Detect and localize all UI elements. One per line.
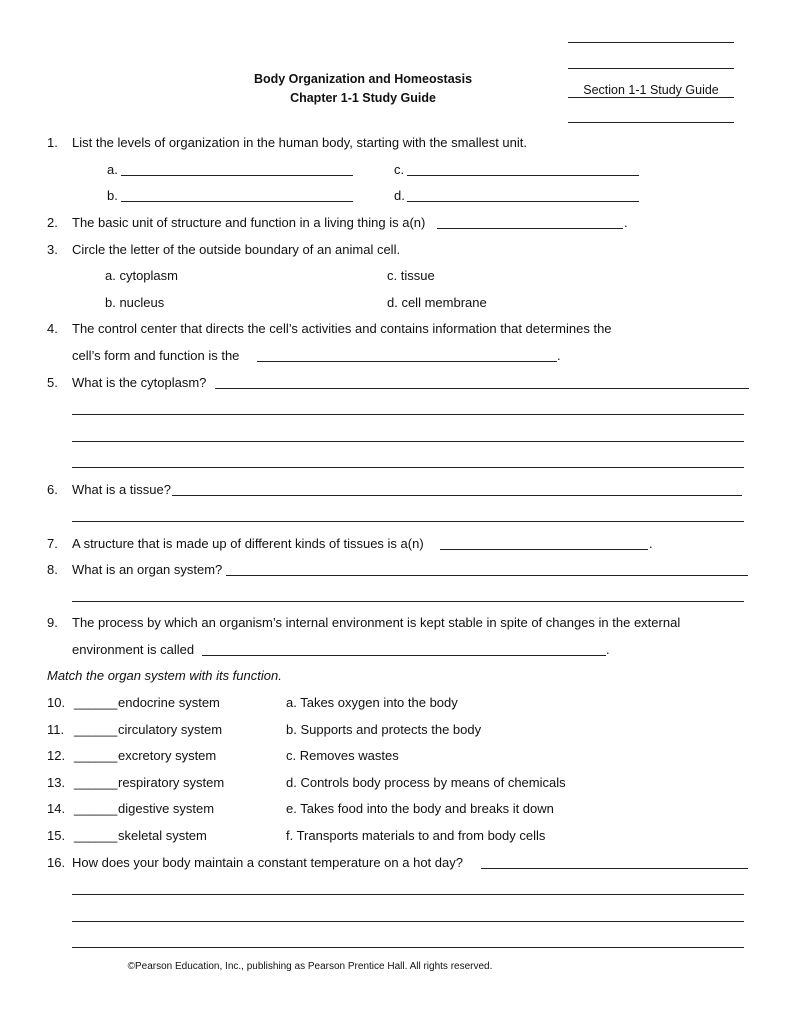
question-text: Circle the letter of the outside boundary of an animal cell.: [72, 242, 401, 257]
organ-function: f. Transports materials to and from body cells: [286, 827, 546, 843]
blank-label: d.: [394, 188, 405, 203]
answer-line[interactable]: [72, 441, 744, 442]
organ-system: skeletal system: [118, 827, 207, 843]
answer-line[interactable]: [481, 868, 748, 869]
period: .: [649, 536, 653, 551]
blank-label: b.: [107, 188, 118, 203]
answer-line[interactable]: [215, 388, 749, 389]
question-text: The basic unit of structure and function in a living thing is a(n): [72, 215, 426, 230]
question-number: 5.: [47, 375, 58, 390]
question-text: What is the cytoplasm?: [72, 375, 207, 390]
organ-function: c. Removes wastes: [286, 748, 399, 763]
question-text-cont: cell’s form and function is the: [72, 348, 240, 363]
answer-line[interactable]: [72, 414, 744, 415]
answer-line[interactable]: [172, 495, 742, 496]
question-number: 4.: [47, 321, 58, 336]
question-number: 6.: [47, 482, 58, 497]
question-number: 1.: [47, 135, 58, 150]
blank-label: c.: [394, 162, 405, 177]
option-c[interactable]: c. tissue: [387, 268, 435, 283]
organ-function: b. Supports and protects the body: [286, 721, 482, 737]
organ-system: circulatory system: [118, 721, 223, 737]
match-number: 12.: [47, 748, 66, 763]
answer-line[interactable]: [407, 201, 639, 202]
organ-system: digestive system: [118, 801, 215, 816]
question-text: How does your body maintain a constant temperature on a hot day?: [72, 855, 463, 870]
match-blank[interactable]: ______: [74, 695, 118, 710]
period: .: [624, 215, 628, 230]
match-number: 15.: [47, 827, 66, 843]
name-line[interactable]: [568, 42, 734, 43]
question-text: A structure that is made up of different kinds of tissues is a(n): [72, 536, 424, 551]
answer-line[interactable]: [72, 601, 744, 602]
answer-line[interactable]: [121, 175, 353, 176]
question-text: What is a tissue?: [72, 482, 171, 497]
answer-line[interactable]: [72, 947, 744, 948]
question-number: 7.: [47, 536, 58, 551]
organ-system: respiratory system: [118, 774, 225, 790]
option-a[interactable]: a. cytoplasm: [105, 268, 178, 283]
match-number: 13.: [47, 774, 66, 790]
date-line[interactable]: [568, 68, 734, 69]
match-blank[interactable]: ______: [74, 748, 118, 763]
answer-line[interactable]: [226, 575, 748, 576]
answer-line[interactable]: [202, 655, 606, 656]
question-number: 9.: [47, 615, 58, 630]
question-text-cont: environment is called: [72, 642, 195, 657]
answer-line[interactable]: [440, 549, 648, 550]
match-blank[interactable]: ______: [74, 827, 118, 843]
blank-label: a.: [107, 162, 118, 177]
match-blank[interactable]: ______: [74, 721, 118, 737]
question-number: 2.: [47, 215, 58, 230]
match-blank[interactable]: ______: [74, 774, 118, 790]
question-text: The process by which an organism’s internal environment is kept stable in spite of changes in the external: [72, 615, 681, 630]
match-blank[interactable]: ______: [74, 801, 118, 816]
match-instruction: Match the organ system with its function.: [47, 668, 282, 683]
answer-line[interactable]: [407, 175, 639, 176]
question-text: The control center that directs the cell’s activities and contains information that determines the: [72, 321, 612, 336]
answer-line[interactable]: [257, 361, 557, 362]
section-label: Section 1-1 Study Guide: [568, 83, 734, 98]
match-number: 11.: [47, 721, 65, 737]
period: .: [557, 348, 561, 363]
answer-line[interactable]: [72, 521, 744, 522]
page-subtitle: Chapter 1-1 Study Guide: [290, 91, 436, 105]
organ-system: excretory system: [118, 748, 217, 763]
answer-line[interactable]: [121, 201, 353, 202]
class-line[interactable]: [568, 122, 734, 123]
question-number: 16.: [47, 855, 66, 870]
copyright-footer: ©Pearson Education, Inc., publishing as Pearson Prentice Hall. All rights reserved.: [127, 961, 493, 972]
answer-line[interactable]: [72, 894, 744, 895]
page-title: Body Organization and Homeostasis: [253, 72, 473, 86]
answer-line[interactable]: [72, 467, 744, 468]
match-number: 14.: [47, 801, 66, 816]
organ-function: a. Takes oxygen into the body: [286, 695, 458, 710]
question-number: 8.: [47, 562, 58, 577]
question-text: What is an organ system?: [72, 562, 223, 577]
organ-function: e. Takes food into the body and breaks it down: [286, 801, 554, 816]
option-b[interactable]: b. nucleus: [105, 295, 165, 310]
organ-function: d. Controls body process by means of chemicals: [286, 774, 566, 790]
answer-line[interactable]: [437, 228, 623, 229]
question-text: List the levels of organization in the human body, starting with the smallest unit.: [72, 135, 528, 150]
period: .: [606, 642, 610, 657]
answer-line[interactable]: [72, 921, 744, 922]
organ-system: endocrine system: [118, 695, 220, 710]
question-number: 3.: [47, 242, 58, 257]
option-d[interactable]: d. cell membrane: [387, 295, 487, 310]
match-number: 10.: [47, 695, 66, 710]
